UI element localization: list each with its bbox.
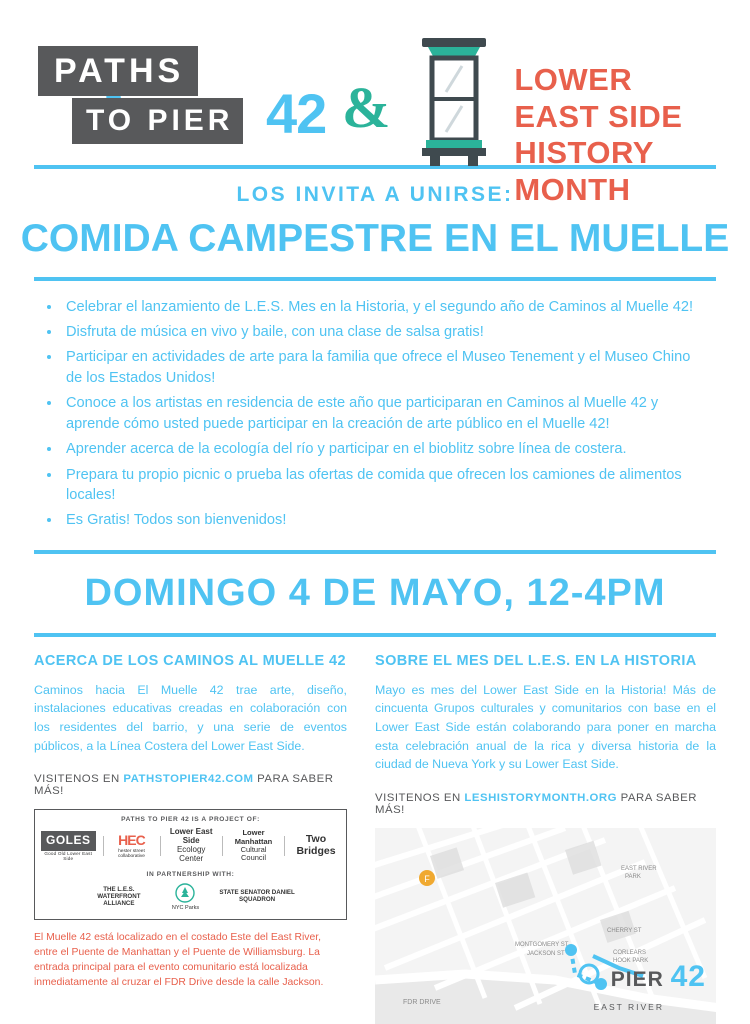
visit-prefix: VISITENOS EN: [375, 791, 465, 804]
partner-logo-nyc-parks: [172, 883, 199, 911]
location-map: [375, 828, 716, 1024]
visit-suffix: PARA SABER MÁS!: [34, 773, 334, 798]
right-column-body: Mayo es mes del Lower East Side en la Historia! Más de cincuenta Grupos culturales y comunitarios con base en el Lower East Side están colaborando para poner en marcha esta celebración anual de la rica y diversa historia de la ciudad de Nueva York y su Lower East Side.: [375, 682, 716, 772]
list-item: • Conoce a los artistas en residencia de este año que participaran en Caminos al Muelle 42 y aprende cómo usted puede participar en la creación de arte público en el Muelle 42!: [62, 393, 710, 434]
pier-word: PIER: [610, 967, 664, 991]
svg-text:CHERRY ST: CHERRY ST: [607, 927, 642, 934]
list-item: • Participar en actividades de arte para la familia que ofrece el Museo Tenement y el Museo Chino de los Estados Unidos!: [62, 347, 710, 388]
partner-logo-lmcc: [230, 829, 278, 863]
list-item: • Aprender acerca de la ecología del río y participar en el bioblitz sobre línea de costera.: [62, 439, 710, 460]
lantern-icon: [408, 36, 500, 173]
leshistorymonth-link[interactable]: LESHISTORYMONTH.ORG: [464, 791, 617, 804]
list-item: • Es Gratis! Todos son bienvenidos!: [62, 510, 710, 531]
column-paths-to-pier: [34, 653, 347, 1024]
les-logo-line1: LOWER EAST SIDE: [514, 62, 683, 134]
svg-text:JACKSON ST: JACKSON ST: [527, 950, 565, 957]
list-item: • Prepara tu propio picnic o prueba las ofertas de comida que ofrecen los camiones de alimentos locales!: [62, 465, 710, 506]
event-highlights: [0, 281, 750, 550]
nyc-parks-label: NYC Parks: [171, 905, 200, 912]
partners-box: [34, 809, 347, 920]
partner-logo-daniel-squadron: STATE SENATOR DANIEL SQUADRON: [219, 889, 295, 904]
paths-to-pier-42-logo: [38, 22, 338, 145]
svg-text:CORLEARS: CORLEARS: [613, 949, 647, 956]
left-visit-line: [34, 773, 347, 797]
svg-text:PARK: PARK: [625, 873, 641, 880]
hec-mark: HEC: [118, 831, 145, 848]
svg-text:F: F: [424, 873, 430, 884]
lmcc-line1: Lower Manhattan: [234, 828, 273, 846]
pathstopier42-link[interactable]: PATHSTOPIER42.COM: [123, 773, 254, 786]
event-date: DOMINGO 4 DE MAYO, 12-4PM: [84, 571, 666, 614]
map-graphic: [375, 828, 716, 1024]
logo-paths-number: 42: [266, 82, 327, 145]
right-visit-line: [375, 792, 716, 816]
partner-logo-les-ecology-center: [167, 828, 215, 864]
right-column-heading: SOBRE EL MES DEL L.E.S. EN LA HISTORIA: [375, 652, 697, 669]
svg-text:HOOK PARK: HOOK PARK: [613, 957, 649, 964]
goles-mark: GOLES: [41, 831, 96, 850]
les-logo-line2: HISTORY MONTH: [514, 135, 654, 207]
svg-text:EAST RIVER: EAST RIVER: [621, 865, 657, 872]
lmcc-line2: Cultural Council: [240, 845, 267, 863]
partner-logo-waterfront-alliance: THE L.E.S. WATERFRONT ALLIANCE: [97, 885, 141, 907]
lesec-line1: Lower East Side: [169, 827, 213, 846]
logo-divider: [222, 836, 223, 856]
location-footnote: El Muelle 42 está localizado en el costado Este del East River, entre el Puente de Manhattan y el Puente de Williamsburg. La entrada principal para el evento comunitario está localizada inmediatamente al cruzar el FDR Drive desde la calle Jackson.: [34, 932, 324, 989]
pier-label: [610, 957, 706, 994]
list-item: • Disfruta de música en vivo y baile, con una clase de salsa gratis!: [62, 322, 710, 343]
les-history-month-logo: [514, 62, 720, 208]
partner-logo-hec: [110, 833, 152, 859]
pier-number: 42: [670, 959, 706, 993]
lesec-line2: Ecology Center: [176, 845, 206, 863]
invite-text: LOS INVITA A UNIRSE:: [236, 183, 514, 206]
logo-divider: [160, 836, 161, 856]
svg-text:FDR DRIVE: FDR DRIVE: [403, 998, 441, 1006]
partner-logo-two-bridges: Two Bridges: [296, 833, 336, 858]
east-river-label: EAST RIVER: [593, 1001, 664, 1012]
visit-suffix: PARA SABER MÁS!: [375, 791, 697, 816]
left-column-body: Caminos hacia El Muelle 42 trae arte, diseño, instalaciones educativas creadas en colaboración con los residentes del barrio, y una serie de eventos públicos, a la Línea Costera del Lower East Side.: [34, 682, 347, 753]
logo-divider: [103, 836, 104, 856]
goles-subtitle: Good Old Lower East Side: [44, 850, 93, 861]
ampersand: &: [342, 75, 391, 140]
logo-paths-line2: TO PIER: [72, 98, 243, 144]
list-item: • Celebrar el lanzamiento de L.E.S. Mes en la Historia, y el segundo año de Caminos al Muelle 42!: [62, 297, 710, 318]
column-les-history-month: [375, 653, 716, 1024]
svg-text:MONTGOMERY ST: MONTGOMERY ST: [515, 941, 569, 948]
logo-paths-line1: PATHS: [38, 46, 198, 96]
partner-logo-row-2: [41, 883, 340, 911]
logo-divider: [284, 836, 285, 856]
partners-caption-2: IN PARTNERSHIP WITH:: [146, 870, 235, 878]
visit-prefix: VISITENOS EN: [34, 773, 124, 786]
partner-logo-goles: [41, 831, 96, 861]
left-column-heading: ACERCA DE LOS CAMINOS AL MUELLE 42: [34, 652, 346, 669]
hec-subtitle: hester street collaborative: [117, 848, 145, 859]
partner-logo-row-1: [41, 828, 340, 864]
event-title: COMIDA CAMPESTRE EN EL MUELLE: [20, 217, 730, 260]
partners-caption-1: PATHS TO PIER 42 IS A PROJECT OF:: [121, 816, 260, 824]
info-columns: [0, 637, 750, 1024]
